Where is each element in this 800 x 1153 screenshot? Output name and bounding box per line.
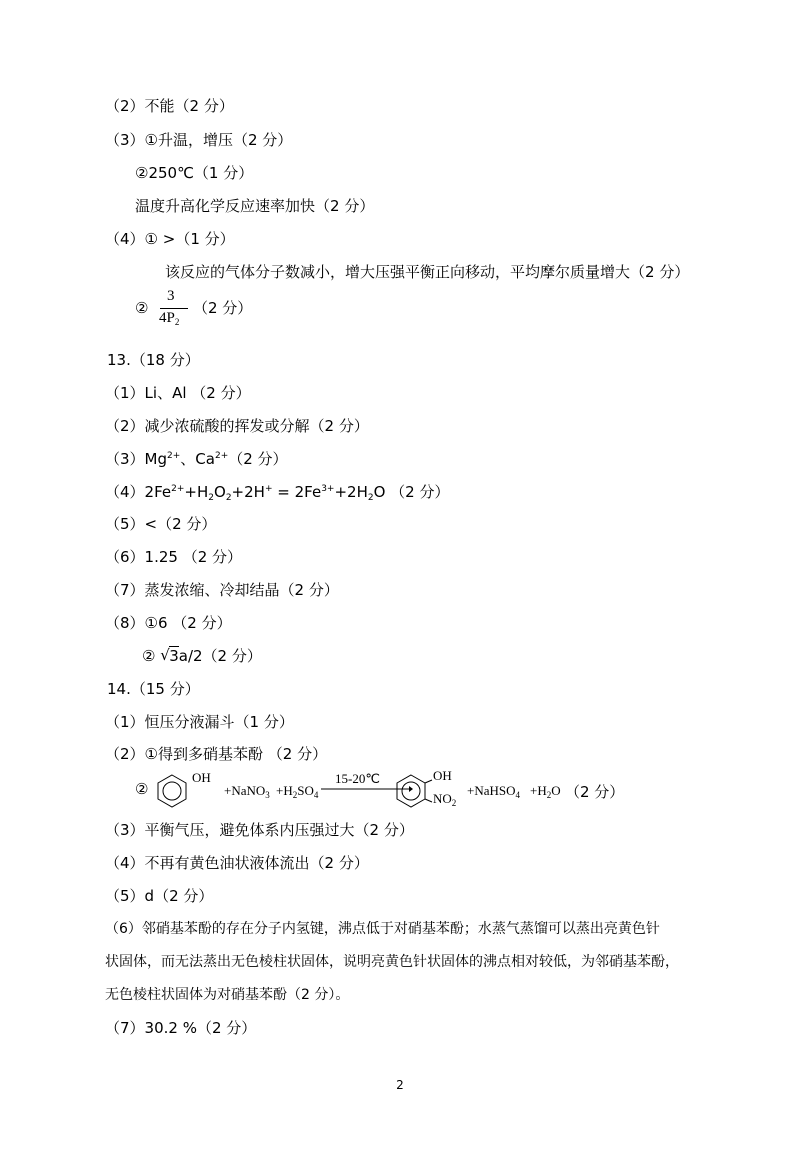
q13-answer-6: （6）1.25 （2 分） [105,548,243,566]
q13-answer-1: （1）Li、Al （2 分） [105,384,251,402]
circled-2-label: ② [135,299,149,317]
q14-answer-6-line3: 无色棱柱状固体为对硝基苯酚（2 分）。 [105,987,350,1003]
q14-answer-4: （4）不再有黄色油状液体流出（2 分） [105,854,369,872]
q13-answer-8: （8）①6 （2 分） [105,614,232,632]
fraction-denominator: $4P_2$ [159,310,180,327]
q12-answer-3-part2: ②250℃（1 分） [135,164,254,182]
sodium-bisulfate-label: +NaHSO$_4$ [467,783,520,800]
q14-answer-2: （2）①得到多硝基苯酚 （2 分） [105,745,328,763]
q14-answer-6-line2: 状固体，而无法蒸出无色棱柱状固体，说明亮黄色针状固体的沸点相对较低，为邻硝基苯酚， [105,954,679,970]
q14-answer-5: （5）d（2 分） [105,887,214,905]
q12-answer-4-reason: 该反应的气体分子数减小，增大压强平衡正向移动，平均摩尔质量增大（2 分） [165,263,690,281]
product-nitro-label: $NO_2$ [433,791,457,808]
fraction-bar [160,308,188,309]
q14-answer-3: （3）平衡气压，避免体系内压强过大（2 分） [105,821,414,839]
sodium-nitrate-label: +NaNO$_3$ [224,783,270,800]
q13-answer-5: （5）<（2 分） [105,515,217,533]
circled-2-label: ② [135,780,149,798]
q13-answer-7: （7）蒸发浓缩、冷却结晶（2 分） [105,581,339,599]
q13-answer-4: $(4)2Fe^{2+}+H_2O_2+2H^+ = 2Fe^{3+}+2H_2O$ （2 分） [105,483,450,503]
page-number: 2 [396,1078,404,1092]
q14-answer-6-line1: （6）邻硝基苯酚的存在分子内氢键，沸点低于对硝基苯酚；水蒸气蒸馏可以蒸出亮黄色针 [105,921,660,937]
q12-answer-4: （4）① >（1 分） [105,230,235,248]
reaction-condition-label: 15-20℃ [335,771,380,786]
sulfuric-acid-label: $+H_2SO_4$ [276,783,319,800]
product-hydroxyl-label: OH [433,768,452,783]
q13-answer-3: $(3)Mg^{2+}$、$Ca^{2+}(2$ 分） [105,450,288,468]
phenol-hydroxyl-label: OH [192,770,211,785]
q12-answer-3: （3）①升温，增压（2 分） [105,131,293,149]
nitrophenol-benzene-ring-icon [394,772,436,812]
score-label: （2 分） [193,299,253,317]
q13-answer-8-part2: ② √ 3a/2（2 分） [142,646,262,665]
q12-answer-2: （2）不能（2 分） [105,97,234,115]
q13-title: 13.（18 分） [107,351,200,369]
sqrt-expression: √ 3 [160,646,179,665]
fraction-numerator: 3 [167,288,175,304]
water-label: $+H_2O$ [530,783,561,800]
score-label: （2 分） [565,783,625,801]
q14-title: 14.（15 分） [107,680,200,698]
q12-answer-3-reason: 温度升高化学反应速率加快（2 分） [135,197,375,215]
q14-answer-1: （1）恒压分液漏斗（1 分） [105,713,294,731]
nitration-reaction-equation [135,768,655,818]
phenol-benzene-ring-icon [155,772,189,810]
q14-answer-7: （7）30.2 %（2 分） [105,1019,257,1037]
q13-answer-2: （2）减少浓硫酸的挥发或分解（2 分） [105,417,369,435]
